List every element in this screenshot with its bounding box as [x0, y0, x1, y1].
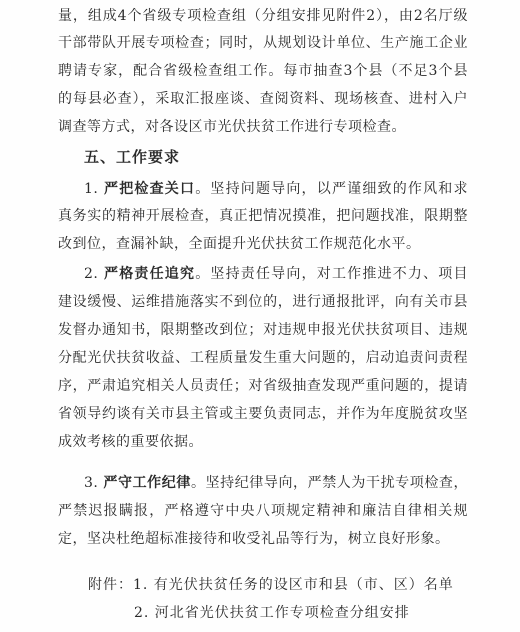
item-3-number: 3.: [84, 475, 104, 491]
item-2-line: 序，严肃追究相关人员责任；对省级抽查发现严重问题的，提请: [58, 378, 468, 394]
section-heading: 五、工作要求: [84, 148, 181, 166]
body-line-4: 的每县必查），采取汇报座谈、查阅资料、现场核查、进村入户: [58, 91, 468, 107]
attachment-line-1: [88, 576, 454, 594]
body-line-5: 调查等方式，对各设区市光伏扶贫工作进行专项检查。: [58, 119, 406, 135]
item-2-title: 严格责任追究: [104, 266, 196, 282]
item-2-number: 2.: [84, 266, 105, 282]
attachment-item-1: 1. 有光伏扶贫任务的设区市和县（市、区）名单: [133, 577, 454, 593]
body-line-3: 聘请专家，配合省级检查组工作。每市抽查3个县（不足3个县: [58, 63, 468, 79]
item-2-line: 建设缓慢、运维措施落实不到位的，进行通报批评，向有关市县: [58, 294, 468, 310]
item-3-title: 严守工作纪律: [103, 475, 191, 491]
item-2-line: 省领导约谈有关市县主管或主要负责同志，并作为年度脱贫攻坚: [58, 406, 468, 422]
item-2-line: 成效考核的重要依据。: [58, 434, 203, 450]
item-3-first-rest: 。坚持纪律导向，严禁人为干扰专项检查，: [190, 475, 468, 491]
item-1-line: 真务实的精神开展检查，真正把情况摸准，把问题找准，限期整: [58, 208, 468, 224]
item-2-first-line: [84, 265, 468, 283]
item-1-number: 1.: [84, 181, 105, 197]
item-1-title: 严把检查关口: [104, 181, 196, 197]
item-3-line: 定，坚决杜绝超标准接待和收受礼品等行为，树立良好形象。: [58, 531, 450, 547]
attachment-item-2: 2. 河北省光伏扶贫工作专项检查分组安排: [134, 605, 410, 621]
item-3-line: 严禁迟报瞒报，严格遵守中央八项规定精神和廉洁自律相关规: [58, 503, 468, 519]
body-line-2: 干部带队开展专项检查；同时，从规划设计单位、生产施工企业: [58, 35, 468, 51]
attachment-label: 附件：: [88, 577, 133, 593]
body-line-1: 量，组成4个省级专项检查组（分组安排见附件2），由2名厅级: [58, 8, 468, 24]
item-1-line: 改到位，查漏补缺，全面提升光伏扶贫工作规范化水平。: [58, 236, 421, 252]
item-2-line: 发督办通知书，限期整改到位；对违规申报光伏扶贫项目、违规: [58, 322, 468, 338]
item-2-first-rest: 。坚持责任导向，对工作推进不力、项目: [195, 266, 468, 282]
item-1-first-rest: 。坚持问题导向，以严谨细致的作风和求: [195, 181, 468, 197]
item-3-first-line: [84, 474, 468, 492]
item-1-first-line: [84, 180, 468, 198]
item-2-line: 分配光伏扶贫收益、工程质量发生重大问题的，启动追责问责程: [58, 350, 468, 366]
